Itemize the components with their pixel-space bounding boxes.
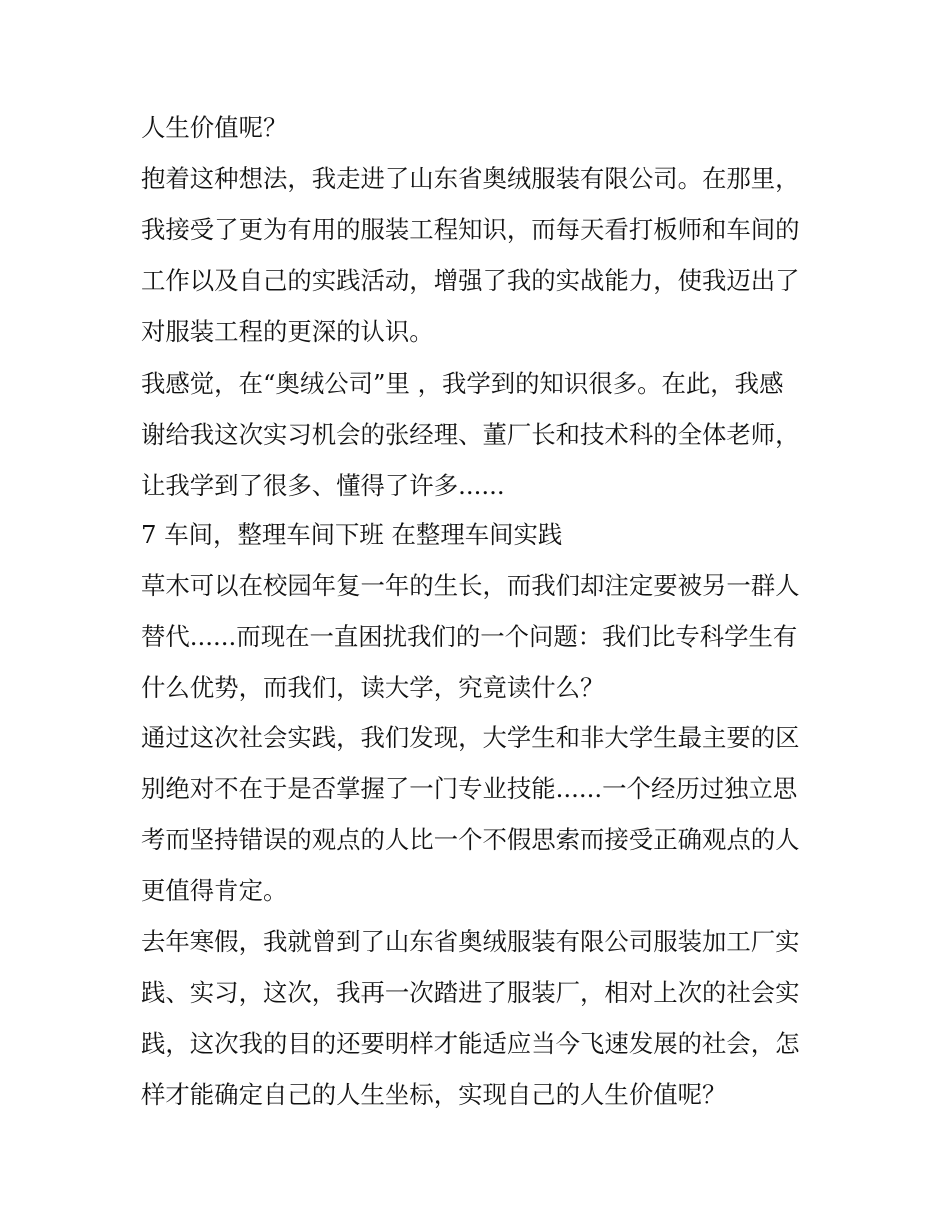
text-line: 践，这次我的目的还要明样才能适应当今飞速发展的社会，怎 <box>141 1029 800 1058</box>
text-line: 对服装工程的更深的认识。 <box>141 317 434 346</box>
text-line: 我接受了更为有用的服装工程知识，而每天看打板师和车间的 <box>141 215 800 244</box>
text-line: 什么优势，而我们，读大学，究竟读什么？ <box>141 673 605 702</box>
text-line: 更值得肯定。 <box>141 876 288 905</box>
text-line: 抱着这种想法，我走进了山东省奥绒服装有限公司。在那里， <box>141 164 800 193</box>
text-line: 践、实习，这次，我再一次踏进了服装厂，相对上次的社会实 <box>141 978 800 1007</box>
text-line: 我感觉，在“奥绒公司”里 ，我学到的知识很多。在此，我感 <box>141 369 784 398</box>
text-line: 人生价值呢？ <box>141 113 288 142</box>
text-line: 让我学到了很多、懂得了许多...... <box>141 471 505 500</box>
text-line: 谢给我这次实习机会的张经理、董厂长和技术科的全体老师， <box>141 420 800 449</box>
text-line: 别绝对不在于是否掌握了一门专业技能......一个经历过独立思 <box>141 774 798 803</box>
text-line: 工作以及自己的实践活动，增强了我的实战能力，使我迈出了 <box>141 266 800 295</box>
text-line: 去年寒假，我就曾到了山东省奥绒服装有限公司服装加工厂实 <box>141 927 800 956</box>
text-line: 考而坚持错误的观点的人比一个不假思索而接受正确观点的人 <box>141 825 800 854</box>
text-line: 7 车间，整理车间下班 在整理车间实践 <box>141 520 563 549</box>
text-line: 样才能确定自己的人生坐标，实现自己的人生价值呢？ <box>141 1080 727 1109</box>
text-line: 草木可以在校园年复一年的生长，而我们却注定要被另一群人 <box>141 571 800 600</box>
text-line: 替代......而现在一直困扰我们的一个问题：我们比专科学生有 <box>141 622 798 651</box>
text-line: 通过这次社会实践，我们发现，大学生和非大学生最主要的区 <box>141 723 800 752</box>
